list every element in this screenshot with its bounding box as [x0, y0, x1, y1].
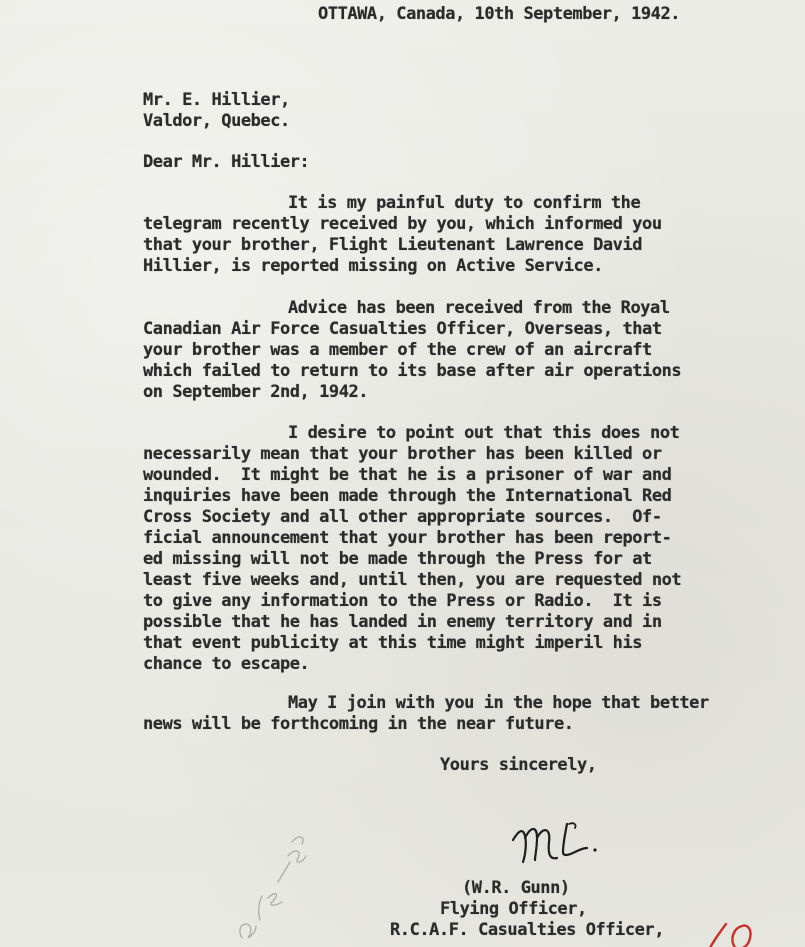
paragraph-2-line: on September 2nd, 1942.	[143, 382, 369, 402]
closing: Yours sincerely,	[440, 755, 597, 775]
signatory-name: (W.R. Gunn)	[462, 878, 570, 898]
red-ink-mark	[700, 918, 760, 947]
recipient-name: Mr. E. Hillier,	[143, 90, 290, 110]
paragraph-2-line: Canadian Air Force Casualties Officer, Overseas, that	[143, 319, 662, 339]
paragraph-4-line: May I join with you in the hope that better	[288, 693, 709, 713]
date-line: OTTAWA, Canada, 10th September, 1942.	[318, 4, 681, 24]
paragraph-3-line: possible that he has landed in enemy territory and in	[143, 612, 662, 632]
paragraph-3-line: necessarily mean that your brother has been killed or	[143, 444, 662, 464]
paragraph-3-line: chance to escape.	[143, 654, 310, 674]
paragraph-1-line: telegram recently received by you, which informed you	[143, 214, 662, 234]
paragraph-1-line: Hillier, is reported missing on Active Service.	[143, 256, 603, 276]
paragraph-4-line: news will be forthcoming in the near future.	[143, 714, 574, 734]
recipient-address: Valdor, Quebec.	[143, 111, 290, 131]
paragraph-3-line: inquiries have been made through the International Red	[143, 486, 672, 506]
paragraph-1-line: It is my painful duty to confirm the	[288, 193, 641, 213]
pencil-note	[232, 820, 312, 945]
salutation: Dear Mr. Hillier:	[143, 152, 310, 172]
paragraph-3-line: that event publicity at this time might imperil his	[143, 633, 643, 653]
paragraph-3-line: I desire to point out that this does not	[288, 423, 680, 443]
paragraph-3-line: to give any information to the Press or Radio. It is	[143, 591, 662, 611]
paragraph-3-line: Cross Society and all other appropriate sources. Of-	[143, 507, 662, 527]
signatory-rank: Flying Officer,	[440, 899, 587, 919]
paragraph-2-line: Advice has been received from the Royal	[288, 298, 670, 318]
paragraph-3-line: ficial announcement that your brother has been report-	[143, 528, 672, 548]
paragraph-2-line: which failed to return to its base after air operations	[143, 361, 682, 381]
signature-initials	[505, 812, 605, 872]
paragraph-1-line: that your brother, Flight Lieutenant Lawrence David	[143, 235, 643, 255]
paragraph-3-line: least five weeks and, until then, you are requested not	[143, 570, 682, 590]
paragraph-2-line: your brother was a member of the crew of an aircraft	[143, 340, 652, 360]
signatory-title: R.C.A.F. Casualties Officer,	[390, 920, 664, 940]
paragraph-3-line: wounded. It might be that he is a prisoner of war and	[143, 465, 672, 485]
paragraph-3-line: ed missing will not be made through the Press for at	[143, 549, 652, 569]
